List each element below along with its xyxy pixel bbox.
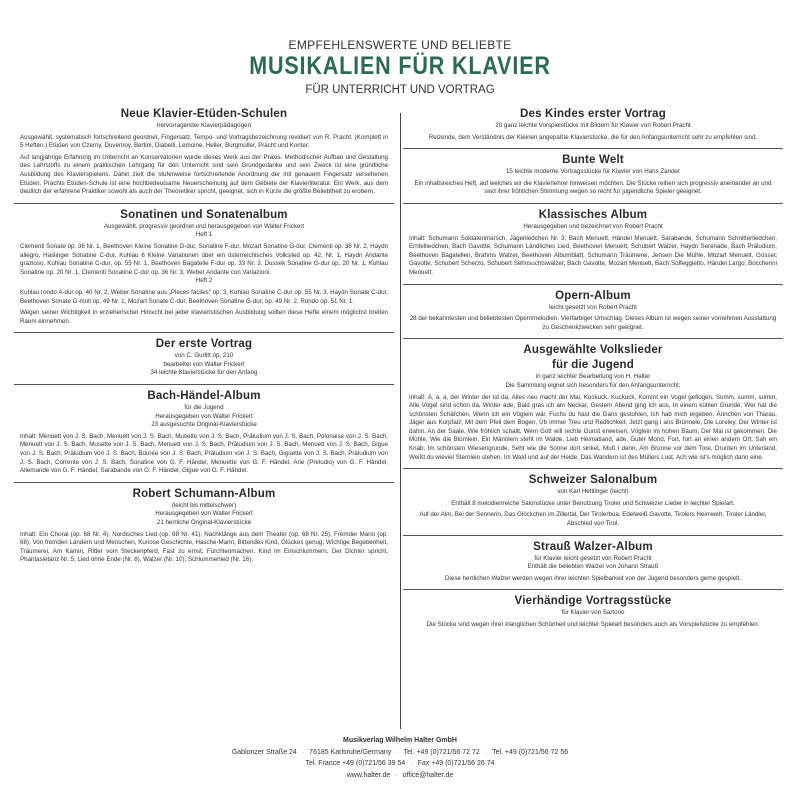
separator: · bbox=[395, 771, 398, 779]
section-title: Sonatinen und Sonatenalbum bbox=[120, 208, 288, 221]
section bbox=[14, 389, 394, 476]
footer-line-3 bbox=[0, 770, 800, 782]
section-title: Vierhändige Vortragsstücke bbox=[514, 595, 672, 608]
section-body: Diese herrlichen Walzer werden wegen ihrer leichten Spielbarkeit von der Jugend besonders gerne gespielt. bbox=[445, 574, 741, 582]
section-meta: Herausgegeben von Walter Frickert bbox=[155, 510, 253, 518]
section-divider bbox=[403, 468, 783, 469]
section-divider bbox=[14, 332, 394, 333]
section-body: Clementi Sonate op. 36 Nr. 1, Beethoven Kleine Sonatine G-dur, Sonatine F-dur, Mozart Sonatine G-dur, Clementi op. 36 Nr. 2, Haydn allegro, Haslinger Sonatine C-dur, Kuhlau 6 Kleine Variationen über ein österreichisches Volkslied op. 42, Nr. 1, Haydn Andante grazioso, Kuhlau Sonatine C-dur, op. 55 Nr. 1, Beethoven Bagatelle F-dur op. 33 Nr. 3, Dussek Sonatine G-dur op. 20 Nr. 1, Kuhlau Sonatine op. 20 Nr. 1, Clementi Sonatine C-dur op. 36 Nr. 3, Weber Andante con Variazioni. bbox=[20, 242, 388, 276]
section-meta: Herausgegeben und bezeichnet von Robert Pracht bbox=[523, 222, 663, 230]
footer bbox=[0, 735, 800, 781]
section bbox=[403, 153, 783, 197]
section-divider bbox=[14, 482, 394, 483]
section-title: Schweizer Salonalbum bbox=[528, 474, 658, 487]
section-meta: (leicht bis mittelschwer) bbox=[171, 501, 237, 509]
column-divider bbox=[400, 113, 401, 729]
section-meta: 21 herrliche Original-Klavierstücke bbox=[156, 519, 252, 526]
footer-fax1: Tel. France +49 (0)721/56 39 54 bbox=[305, 760, 406, 767]
section-divider bbox=[403, 338, 783, 339]
section-title-line-2: für die Jugend bbox=[551, 359, 635, 372]
section-divider bbox=[403, 284, 783, 285]
section-title: Bunte Welt bbox=[562, 154, 624, 167]
section-body: 28 der bekanntesten und beliebtesten Opernmelodien. Vierfarbiger Umschlag. Dieses Album ist wegen seiner vornehmen Ausstattung zu Geschenkzwecken sehr geeignet. bbox=[409, 315, 777, 331]
section bbox=[403, 473, 783, 528]
section-body: Inhalt: Ein Choral (op. 68 Nr. 4), Nordisches Lied (op. 68 Nr. 41), Nachklänge aus dem Theater (op. 68 Nr. 25), Fremder Mann (op. 68), Von fremden Ländern und Menschen, Kuriose Geschichte, Hasche-Mann, Bittendes Kind, Glückes genug, Wichtige Begebenheit, Träumerei, Am Kamin, Ritter vom Steckenpferd, Fast zu ernst, Fürchtenmachen, Kind im Einschlummern, Der Dichter spricht, Phantasietanz Nr. 5, Lied ohne Ende (Nr. 8), Walzer (Nr. 10), Schlummerlied (Nr. 16). bbox=[20, 530, 388, 564]
section-meta: Die Sammlung eignet sich besonders für den Anfangsunterricht. bbox=[505, 381, 681, 389]
section-title: Opern-Album bbox=[555, 289, 631, 302]
section-body: Inhalt: A, a, a, der Winter der ist da, Alles neu macht der Mai, Kuckuck, Kuckuck, Kommt ein Vogel geflogen, Summ, summ, summ, Alle Vögel sind schon da, Winter ade, Bald gras ich am Neckar, Gestern Abend ging ich aus, In einem kühlen Grunde, Wer hat die schönsten Schäfchen, Wenn ich ein Vöglein wär, Fuchs du hast die Gans gestohlen, Ich hab mich ergeben, Ännchen von Tharau, Jäger aus Kurpfalz, Mit dem Pfeil dem Bogen, Üb immer Treu und Redlichkeit, Jetzt gang i ans Brünnele, Die Loreley, Der Winter ist dahin, An der Saale, Wie fröhlich schallt, Wem Gott will rechte Gunst erweisen, Vöglein im hohen Baum, Der Mai ist gekommen, Die Mühle, Wie die Blümlein, Ein Männlein steht im Walde, Lieb Heimatland, ade, Guter Mond, Fort, fort an einen andern Ort, Sah ein Knab, Im schönsten Wiesengrunde, Seht wie die Sonne dort sinket, Muß i denn, Am Brunne vor dem Tore, Drunten im Unterland, Weißt du wieviel Sternlein stehen, Im Wald und auf der Heide, Das Wandern ist des Müllers Lust, Ach wie ist's möglich dann eine. bbox=[409, 393, 777, 461]
section bbox=[403, 208, 783, 278]
separator: · bbox=[301, 748, 305, 756]
section bbox=[14, 487, 394, 565]
section-divider bbox=[14, 384, 394, 385]
separator: · bbox=[396, 748, 399, 756]
section bbox=[14, 208, 394, 327]
section-divider bbox=[403, 148, 783, 149]
section-body: Inhalt: Schumann Soldatenmarsch, Jägerliedchen Nr. 3, Bach Menuett, Händel Menuett, Sarabande, Schumann Schnitterliedchen, Erntelliedchen, Bach Gavotte, Schumann Ländliches Lied, Beethoven Menuett, Schubert Walzer, Haydn Serenade, Bach Präludium, Beethoven Bagatellen, Brahms Walzer, Beethoven Albumblatt, Schumann Träumerei, Jensen Die Mühle, Mozart Menuett, Gossec Gavotte, Schubert Scherzo, Schubert Sehnsuchtswalzer, Bach Gavotte, Mozart Menuett, Bach Solfeggietto, Händel Largo, Boccherini Menuett. bbox=[409, 234, 777, 276]
section-title: Klassisches Album bbox=[538, 208, 648, 221]
section-divider bbox=[14, 203, 394, 204]
section-title: Strauß Walzer-Album bbox=[533, 540, 653, 553]
section-meta: hervorragender Klavierpädagogen bbox=[157, 122, 251, 129]
section-meta: 34 leichte Klavierstücke für den Anfang bbox=[150, 369, 258, 377]
section-body: Auf der Alm, Bei der Sennerin, Das Glöckchen im Zillertal, Der Tirolerbua, Edelweiß Gavotte, Tirolers Heimweh, Tiroler Ländler, Abschied von Tirol. bbox=[419, 511, 767, 528]
section-divider bbox=[403, 203, 783, 204]
section-title: Der erste Vortrag bbox=[155, 338, 253, 351]
section-body: Kuhlau rondo A-dur op. 40 Nr. 2, Weber Sonatine aus „Pieces faciles“ op. 3, Kuhlau Sonatine C-dur op. 55 Nr. 3, Haydn Sonate C-dur, Beethoven Sonate G-moll op. 49 Nr. 1, Mozart Sonate C-dur, Beethoven Sonatine G-dur, op. 49 Nr. 2, Rondo op. 51 Nr. 1. bbox=[20, 288, 388, 305]
section-subheading: Heft 2 bbox=[195, 277, 213, 285]
section bbox=[403, 594, 783, 629]
section-body: Auf langjährige Erfahrung im Unterricht an Konservatorien wurde dieses Werk aus der Praxis. Methodischer Aufbau und Gestaltung des Lehrstoffs zu einem praktischen Lehrgang für den Unterricht sind sein Grundgedanke und sein Zweck ist eine gründliche Ausbildung des Klavierspielens. Dahin zielt die stufenweise fortschreitende Anordnung der mit genauem Fingersatz versehenen Etüden. Prachts Etüden-Schule ist eine hochbedeutsame Neuerscheinung auf dem Gebiete der Klavierliteratur. Ein Werk, aus dem deutlich der erfahrene Praktiker sowohl als auch der Theoretiker spricht, geeignet, sich in Kürze die größte Beliebtheit zu erobern. bbox=[20, 153, 388, 196]
footer-line-2 bbox=[0, 758, 800, 770]
footer-email-link[interactable]: office@halter.de bbox=[402, 771, 454, 779]
section bbox=[403, 107, 783, 142]
section-title: Des Kindes erster Vortrag bbox=[519, 108, 667, 120]
section-body: Die Stücke sind wegen ihrer klanglichen Schönheit und leichter Spielart besonders auch als Vorspielstücke zu empfehlen. bbox=[426, 621, 760, 628]
footer-web-link[interactable]: www.halter.de bbox=[346, 771, 391, 779]
section-title: Ausgewählte Volkslieder bbox=[523, 344, 663, 357]
section-meta: 15 leichte moderne Vortragsstücke für Klavier von Hans Zander bbox=[505, 168, 681, 176]
separator: · bbox=[484, 748, 488, 756]
section bbox=[403, 540, 783, 584]
section-meta: 23 ausgesuchte Original-Klavierstücke bbox=[151, 421, 257, 429]
section-title: Neue Klavier-Etüden-Schulen bbox=[120, 108, 288, 120]
footer-tel1: Tel. +49 (0)721/56 72 72 bbox=[403, 748, 480, 756]
footer-publisher: Musikverlag Wilhelm Halter GmbH bbox=[343, 737, 457, 744]
section-meta: Enthält die beliebten Walzer von Johann Strauß bbox=[527, 563, 659, 571]
section-divider bbox=[403, 589, 783, 590]
section-meta: 20 ganz leichte Vorspielstücke mit Bildern für Klavier von Robert Pracht bbox=[495, 122, 691, 129]
section-body: Ausgewählt, systematisch fortschreitend geordnet, Fingersatz, Tempo- und Vortragsbezeichnung revidiert von R. Pracht. (Komplett in 5 Heften.) Etüden von Czerny, Duvernoy, Bertini, Diabelli, Lemoine, Heller, Burgmüller, Pracht und Konter. bbox=[20, 133, 388, 150]
footer-address: Gablonzer Straße 24 bbox=[231, 748, 297, 756]
section-title: Robert Schumann-Album bbox=[132, 487, 276, 500]
footer-tel2: Tel. +49 (0)721/56 72 56 bbox=[492, 748, 569, 756]
section-body: Ein inhaltsreiches Heft, auf welches wir die Klavierlehrer hinweisen möchten. Die Stücke reihen sich progressiv aneinander an und sind ihrer fröhlichen Stimmung wegen so recht für jugendliche Spieler geeignet. bbox=[414, 179, 772, 196]
section bbox=[14, 337, 394, 378]
section bbox=[403, 343, 783, 462]
section-meta: für Klavier von Sartorio bbox=[561, 609, 625, 617]
left-column bbox=[14, 107, 394, 565]
header-subtitle: FÜR UNTERRICHT UND VORTRAG bbox=[305, 84, 495, 96]
section-meta: Heft 1 bbox=[195, 231, 213, 239]
header-pretitle: EMPFEHLENSWERTE UND BELIEBTE bbox=[288, 38, 512, 52]
section-body: Reizende, dem Verständnis der Kleinen angepaßte Klavierstücke, die für den Anfangsunterricht sehr zu empfehlen sind. bbox=[428, 133, 758, 141]
section-meta: für die Jugend bbox=[184, 404, 224, 412]
section-meta: Herausgegeben von Walter Frickert bbox=[155, 412, 253, 420]
section-meta: von Karl Hettlinger (leicht) bbox=[557, 488, 629, 496]
section-meta: leicht gesetzt von Robert Pracht bbox=[549, 303, 637, 311]
section-body: Inhalt: Menuett von J. S. Bach, Menuett von J. S. Bach, Musette von J. S. Bach, Präludium von J. S. Bach, Polonaise von J. S. Bach, Menuett von J. S. Bach, Musette von J. S. Bach, Menuett von J. S. Bach, Präludium von J. S. Bach, Menuett von J. S. Bach, Gigue von J. S. Bach, Präludium von J. S. Bach, Bourée von J. S. Bach, Präludium von J. S. Bach, Giguette von J. S. Bach, Präludium von J. S. Bach, Corrente von J. S. Bach, Sonatine von G. F. Händel, Menuette von G. F. Händel, Arie (Preludio) von G. F. Händel, Allemande von G. F. Händel, Sarabande von G. F. Händel, Gigue von G. F. Händel. bbox=[20, 432, 388, 475]
section-body: Wegen seiner Wichtigkeit in erzieherischer Hinsicht bei jeder klavieristischen Ausbildung sollten diese Hefte einem möglichst breiten Raum einnehmen. bbox=[20, 309, 388, 325]
footer-line-1 bbox=[0, 747, 800, 759]
footer-fax2: Fax +49 (0)721/56 26 74 bbox=[417, 760, 495, 767]
section bbox=[403, 289, 783, 333]
section-meta: in ganz leichter Bearbeitung von H. Halter bbox=[535, 373, 651, 381]
section-divider bbox=[403, 535, 783, 536]
section-meta: Ausgewählt, progressiv geordnet und herausgegeben von Walter Frickert bbox=[103, 222, 305, 230]
right-column bbox=[403, 107, 783, 630]
section bbox=[14, 107, 394, 197]
section-meta: für Klavier leicht gesetzt von Robert Pracht bbox=[534, 554, 652, 562]
section-meta: bearbeitet von Walter Frickert bbox=[163, 360, 245, 368]
section-title: Bach-Händel-Album bbox=[147, 390, 261, 403]
section-body: Enthält 8 melodienreiche Salonstücke unter Benutzung Tiroler und Schweizer Lieder in leichter Spielart. bbox=[451, 499, 735, 507]
page-title: MUSIKALIEN FÜR KLAVIER bbox=[249, 52, 551, 80]
footer-city: 76185 Karlsruhe/Germany bbox=[309, 748, 392, 756]
separator: · bbox=[410, 760, 413, 767]
section-meta: von C. Gurlitt op. 210 bbox=[174, 352, 234, 360]
